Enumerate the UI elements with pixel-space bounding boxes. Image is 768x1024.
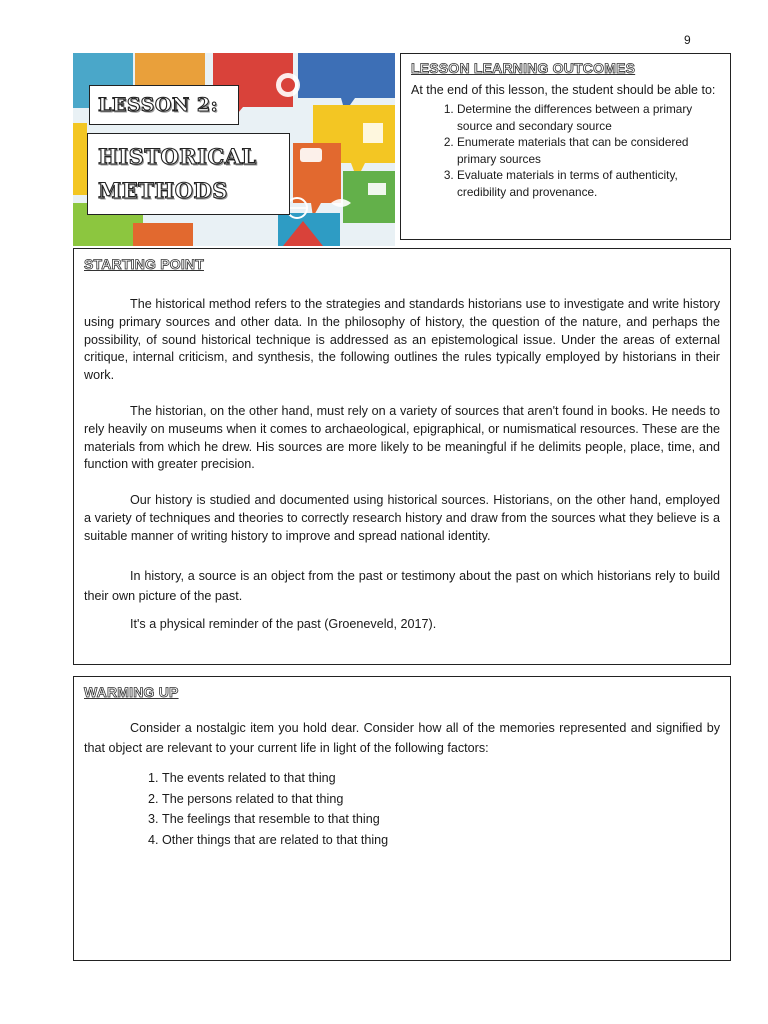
starting-point-paragraph: The historian, on the other hand, must rely on a variety of sources that aren't found in books. He needs to rely heavily on museums when it comes to archaeological, epigraphical, or numismatical resources. These are the materials from which he drew. His sources are more likely to be meaningful if he delimits people, place, time, and function with greater precision. [84, 403, 720, 472]
outcome-item: 2. Enumerate materials that can be considered primary sources [457, 134, 720, 167]
learning-outcomes-intro: At the end of this lesson, the student should be able to: [411, 83, 716, 97]
starting-point-paragraph: In history, a source is an object from the past or testimony about the past on which historians rely to build their own picture of the past. [84, 568, 720, 603]
lesson-title-line1: HISTORICAL [98, 144, 257, 169]
starting-point-paragraph: Our history is studied and documented using historical sources. Historians, on the other hand, employed a variety of techniques and theories to correctly research history and draw from the sources what they believe is a suitable manner of writing history to improve and spread national identity. [84, 493, 720, 543]
starting-point-paragraph: The historical method refers to the strategies and standards historians use to investigate and write history using primary sources and other data. In the philosophy of history, the question of the nature, and perhaps the possibility, of sound historical technique is addressed as an epistemological issue. Under the areas of external critique, internal criticism, and synthesis, the following outlines the rules typically employed by historians in their work. [84, 297, 720, 383]
warming-up-item: 4. Other things that are related to that thing [162, 830, 720, 851]
starting-point-box [73, 248, 731, 665]
lesson-banner [73, 53, 395, 246]
warming-up-item: 1. The events related to that thing [162, 768, 720, 789]
learning-outcomes-box [400, 53, 731, 240]
starting-point-paragraph: It's a physical reminder of the past (Groeneveld, 2017). [130, 616, 437, 631]
warming-up-intro: Consider a nostalgic item you hold dear. Consider how all of the memories represented and signified by that object are relevant to your current life in light of the following factors: [84, 721, 720, 755]
warming-up-box [73, 676, 731, 961]
learning-outcomes-list [411, 101, 720, 200]
warming-up-list [84, 768, 720, 850]
outcome-item: 3. Evaluate materials in terms of authenticity, credibility and provenance. [457, 167, 720, 200]
lesson-title-line2: METHODS [98, 178, 228, 203]
lesson-number-box [89, 85, 239, 125]
warming-up-item: 3. The feelings that resemble to that thing [162, 809, 720, 830]
lesson-number: LESSON 2: [98, 94, 219, 116]
page-number: 9 [684, 33, 691, 47]
learning-outcomes-heading: LESSON LEARNING OUTCOMES [411, 60, 636, 76]
outcome-item: 1. Determine the differences between a primary source and secondary source [457, 101, 720, 134]
warming-up-item: 2. The persons related to that thing [162, 789, 720, 810]
warming-up-heading: WARMING UP [84, 684, 179, 700]
lesson-title-box [87, 133, 290, 215]
starting-point-heading: STARTING POINT [84, 256, 204, 272]
